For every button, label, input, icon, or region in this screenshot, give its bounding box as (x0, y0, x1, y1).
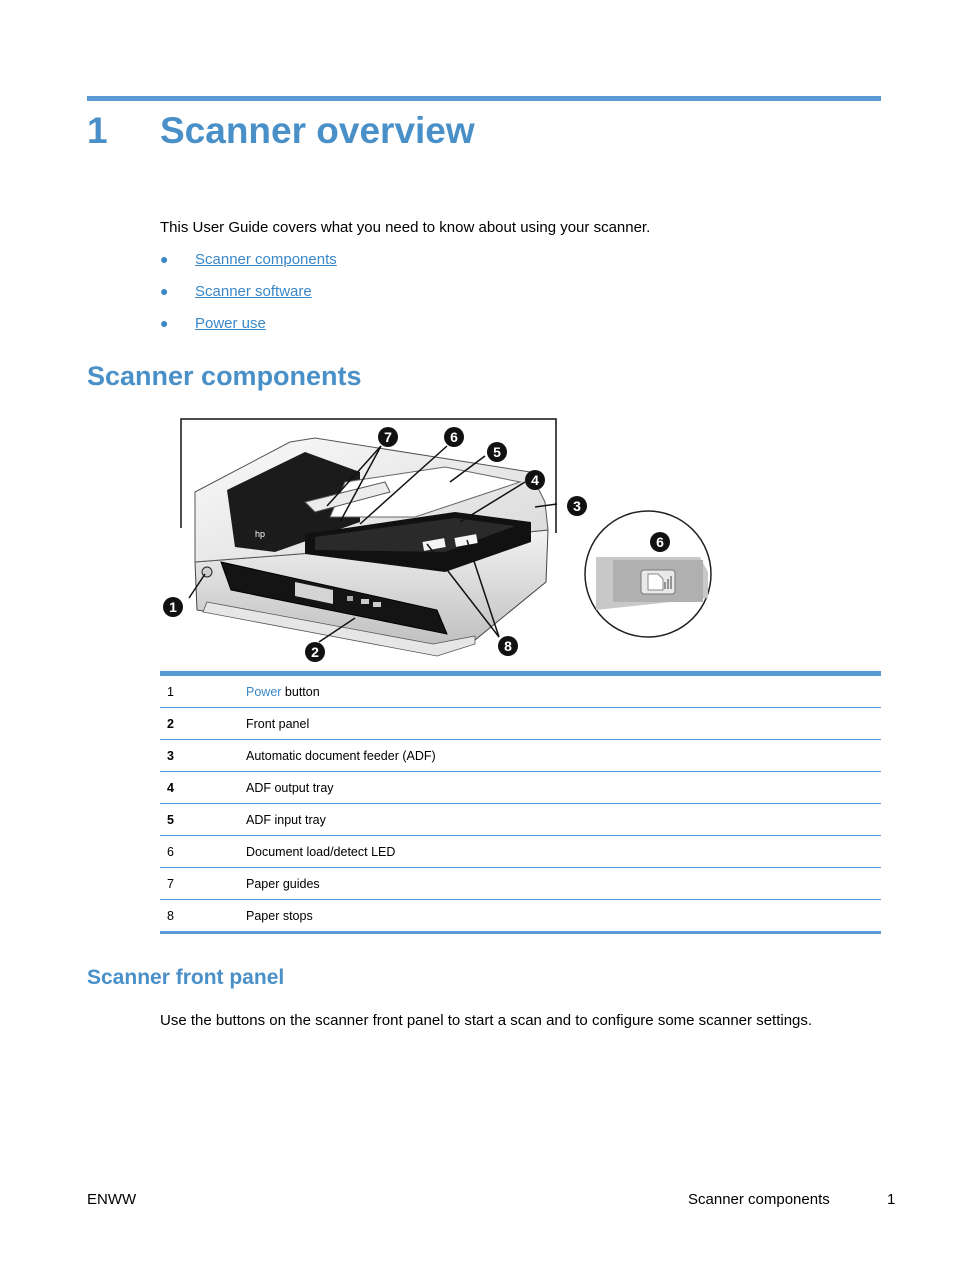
bullet: ● (160, 283, 169, 299)
row-number: 6 (167, 845, 174, 859)
row-number: 5 (167, 813, 174, 827)
footer-section-title: Scanner components (688, 1191, 830, 1208)
callout-4: 4 (531, 472, 539, 488)
table-row (160, 900, 881, 931)
link-scanner-software[interactable]: Scanner software (195, 283, 312, 300)
components-legend-table (160, 671, 881, 934)
row-number: 7 (167, 877, 174, 891)
table-row (160, 836, 881, 868)
row-number: 1 (167, 685, 174, 699)
table-row (160, 868, 881, 900)
scanner-illustration (155, 412, 725, 669)
table-row (160, 708, 881, 740)
bullet: ● (160, 251, 169, 267)
section-heading: Scanner components (87, 361, 362, 391)
inset-callout-6: 6 (656, 534, 664, 550)
row-description: Front panel (246, 717, 310, 731)
callout-7: 7 (384, 429, 392, 445)
row-number: 2 (167, 717, 174, 731)
table-row (160, 676, 881, 708)
table-row (160, 772, 881, 804)
row-number: 8 (167, 909, 174, 923)
hp-logo: hp (255, 529, 266, 539)
table-row (160, 740, 881, 772)
callout-8: 8 (504, 638, 512, 654)
page-number: 1 (887, 1191, 896, 1208)
bullet: ● (160, 315, 169, 331)
row-description: ADF input tray (246, 813, 326, 827)
callout-2: 2 (311, 644, 319, 660)
row-description (246, 685, 320, 699)
callout-1: 1 (169, 599, 177, 615)
row-description: Paper stops (246, 909, 313, 923)
row-number: 3 (167, 749, 174, 763)
link-scanner-components[interactable]: Scanner components (195, 251, 337, 268)
row-description: Document load/detect LED (246, 845, 396, 859)
intro-paragraph: This User Guide covers what you need to know about using your scanner. (160, 219, 651, 236)
subsection-heading: Scanner front panel (87, 966, 285, 989)
row-description: Paper guides (246, 877, 320, 891)
front-panel-paragraph: Use the buttons on the scanner front panel to start a scan and to configure some scanner settings. (160, 1012, 813, 1029)
footer-label: ENWW (87, 1191, 137, 1208)
table-row (160, 804, 881, 836)
chapter-rule (87, 96, 881, 101)
row-number: 4 (167, 781, 174, 795)
row-description: Automatic document feeder (ADF) (246, 749, 436, 763)
chapter-number: 1 (87, 110, 108, 151)
chapter-title: Scanner overview (160, 110, 475, 151)
callout-5: 5 (493, 444, 501, 460)
row-description: ADF output tray (246, 781, 334, 795)
callout-6: 6 (450, 429, 458, 445)
power-link[interactable]: Power (246, 685, 282, 699)
link-power-use[interactable]: Power use (195, 315, 266, 332)
row-text: button (281, 685, 320, 699)
callout-3: 3 (573, 498, 581, 514)
